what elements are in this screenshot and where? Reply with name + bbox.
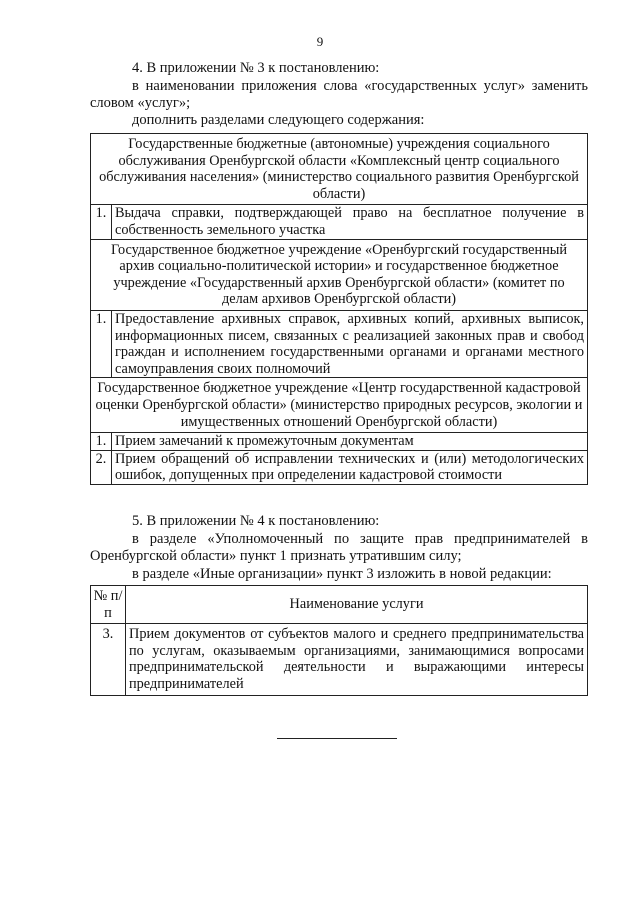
- column-header-service-name: Наименование услуги: [126, 586, 588, 624]
- section5-para1-line2: Оренбургской области» пункт 1 признать утратившим силу;: [90, 548, 462, 564]
- section5-para2: в разделе «Иные организации» пункт 3 изложить в новой редакции:: [132, 566, 552, 582]
- service-name: Прием обращений об исправлении технических и (или) методологических ошибок, допущенных при определении кадастровой стоимости: [112, 450, 588, 484]
- section4-heading: 4. В приложении № 3 к постановлению:: [132, 60, 380, 76]
- row-number: 1.: [91, 205, 112, 239]
- section5-heading: 5. В приложении № 4 к постановлению:: [132, 513, 380, 529]
- group-header-social-service: Государственные бюджетные (автономные) учреждения социального обслуживания Оренбургской области «Комплексный центр социального обслуживания населения» (министерство социального развития Оренбургской области): [91, 134, 588, 205]
- table-group-header: [91, 378, 588, 433]
- service-name: Предоставление архивных справок, архивных копий, архивных выписок, информационных писем, связанных с реализацией законных прав и свобод граждан и исполнением государственными органами и органами местного самоуправления своих полномочий: [112, 310, 588, 377]
- section4-para2: дополнить разделами следующего содержания:: [132, 112, 425, 128]
- page-number: 9: [316, 34, 324, 49]
- services-table-appendix3: [90, 133, 588, 485]
- section5-para1-line1: в разделе «Уполномоченный по защите прав предпринимателей в: [132, 531, 588, 547]
- table-row: [91, 624, 588, 695]
- table-group-header: [91, 239, 588, 310]
- table-row: [91, 450, 588, 484]
- table-header-row: [91, 586, 588, 624]
- group-header-archives: Государственное бюджетное учреждение «Оренбургский государственный архив социально-политической истории» и государственное бюджетное учреждение «Государственный архив Оренбургской области» (комитет по делам архивов Оренбургской области): [91, 239, 588, 310]
- services-table-appendix4: [90, 585, 588, 696]
- row-number: 1.: [91, 310, 112, 377]
- section4-para1-line2: словом «услуг»;: [90, 95, 191, 111]
- table-row: [91, 310, 588, 377]
- service-name: Прием документов от субъектов малого и среднего предпринимательства по услугам, оказываемым организациями, занимающимися вопросами предпринимательской деятельности и выражающими интересы предпринимателей: [126, 624, 588, 695]
- row-number: 3.: [91, 624, 126, 695]
- table-group-header: [91, 134, 588, 205]
- section4-para1-line1: в наименовании приложения слова «государственных услуг» заменить: [132, 78, 588, 94]
- table-row: [91, 433, 588, 451]
- column-header-number: № п/п: [91, 586, 126, 624]
- group-header-cadastral: Государственное бюджетное учреждение «Центр государственной кадастровой оценки Оренбургской области» (министерство природных ресурсов, экологии и имущественных отношений Оренбургской области): [91, 378, 588, 433]
- service-name: Прием замечаний к промежуточным документам: [112, 433, 588, 451]
- table-row: [91, 205, 588, 239]
- service-name: Выдача справки, подтверждающей право на бесплатное получение в собственность земельного участка: [112, 205, 588, 239]
- row-number: 2.: [91, 450, 112, 484]
- row-number: 1.: [91, 433, 112, 451]
- end-separator-line: [277, 738, 397, 739]
